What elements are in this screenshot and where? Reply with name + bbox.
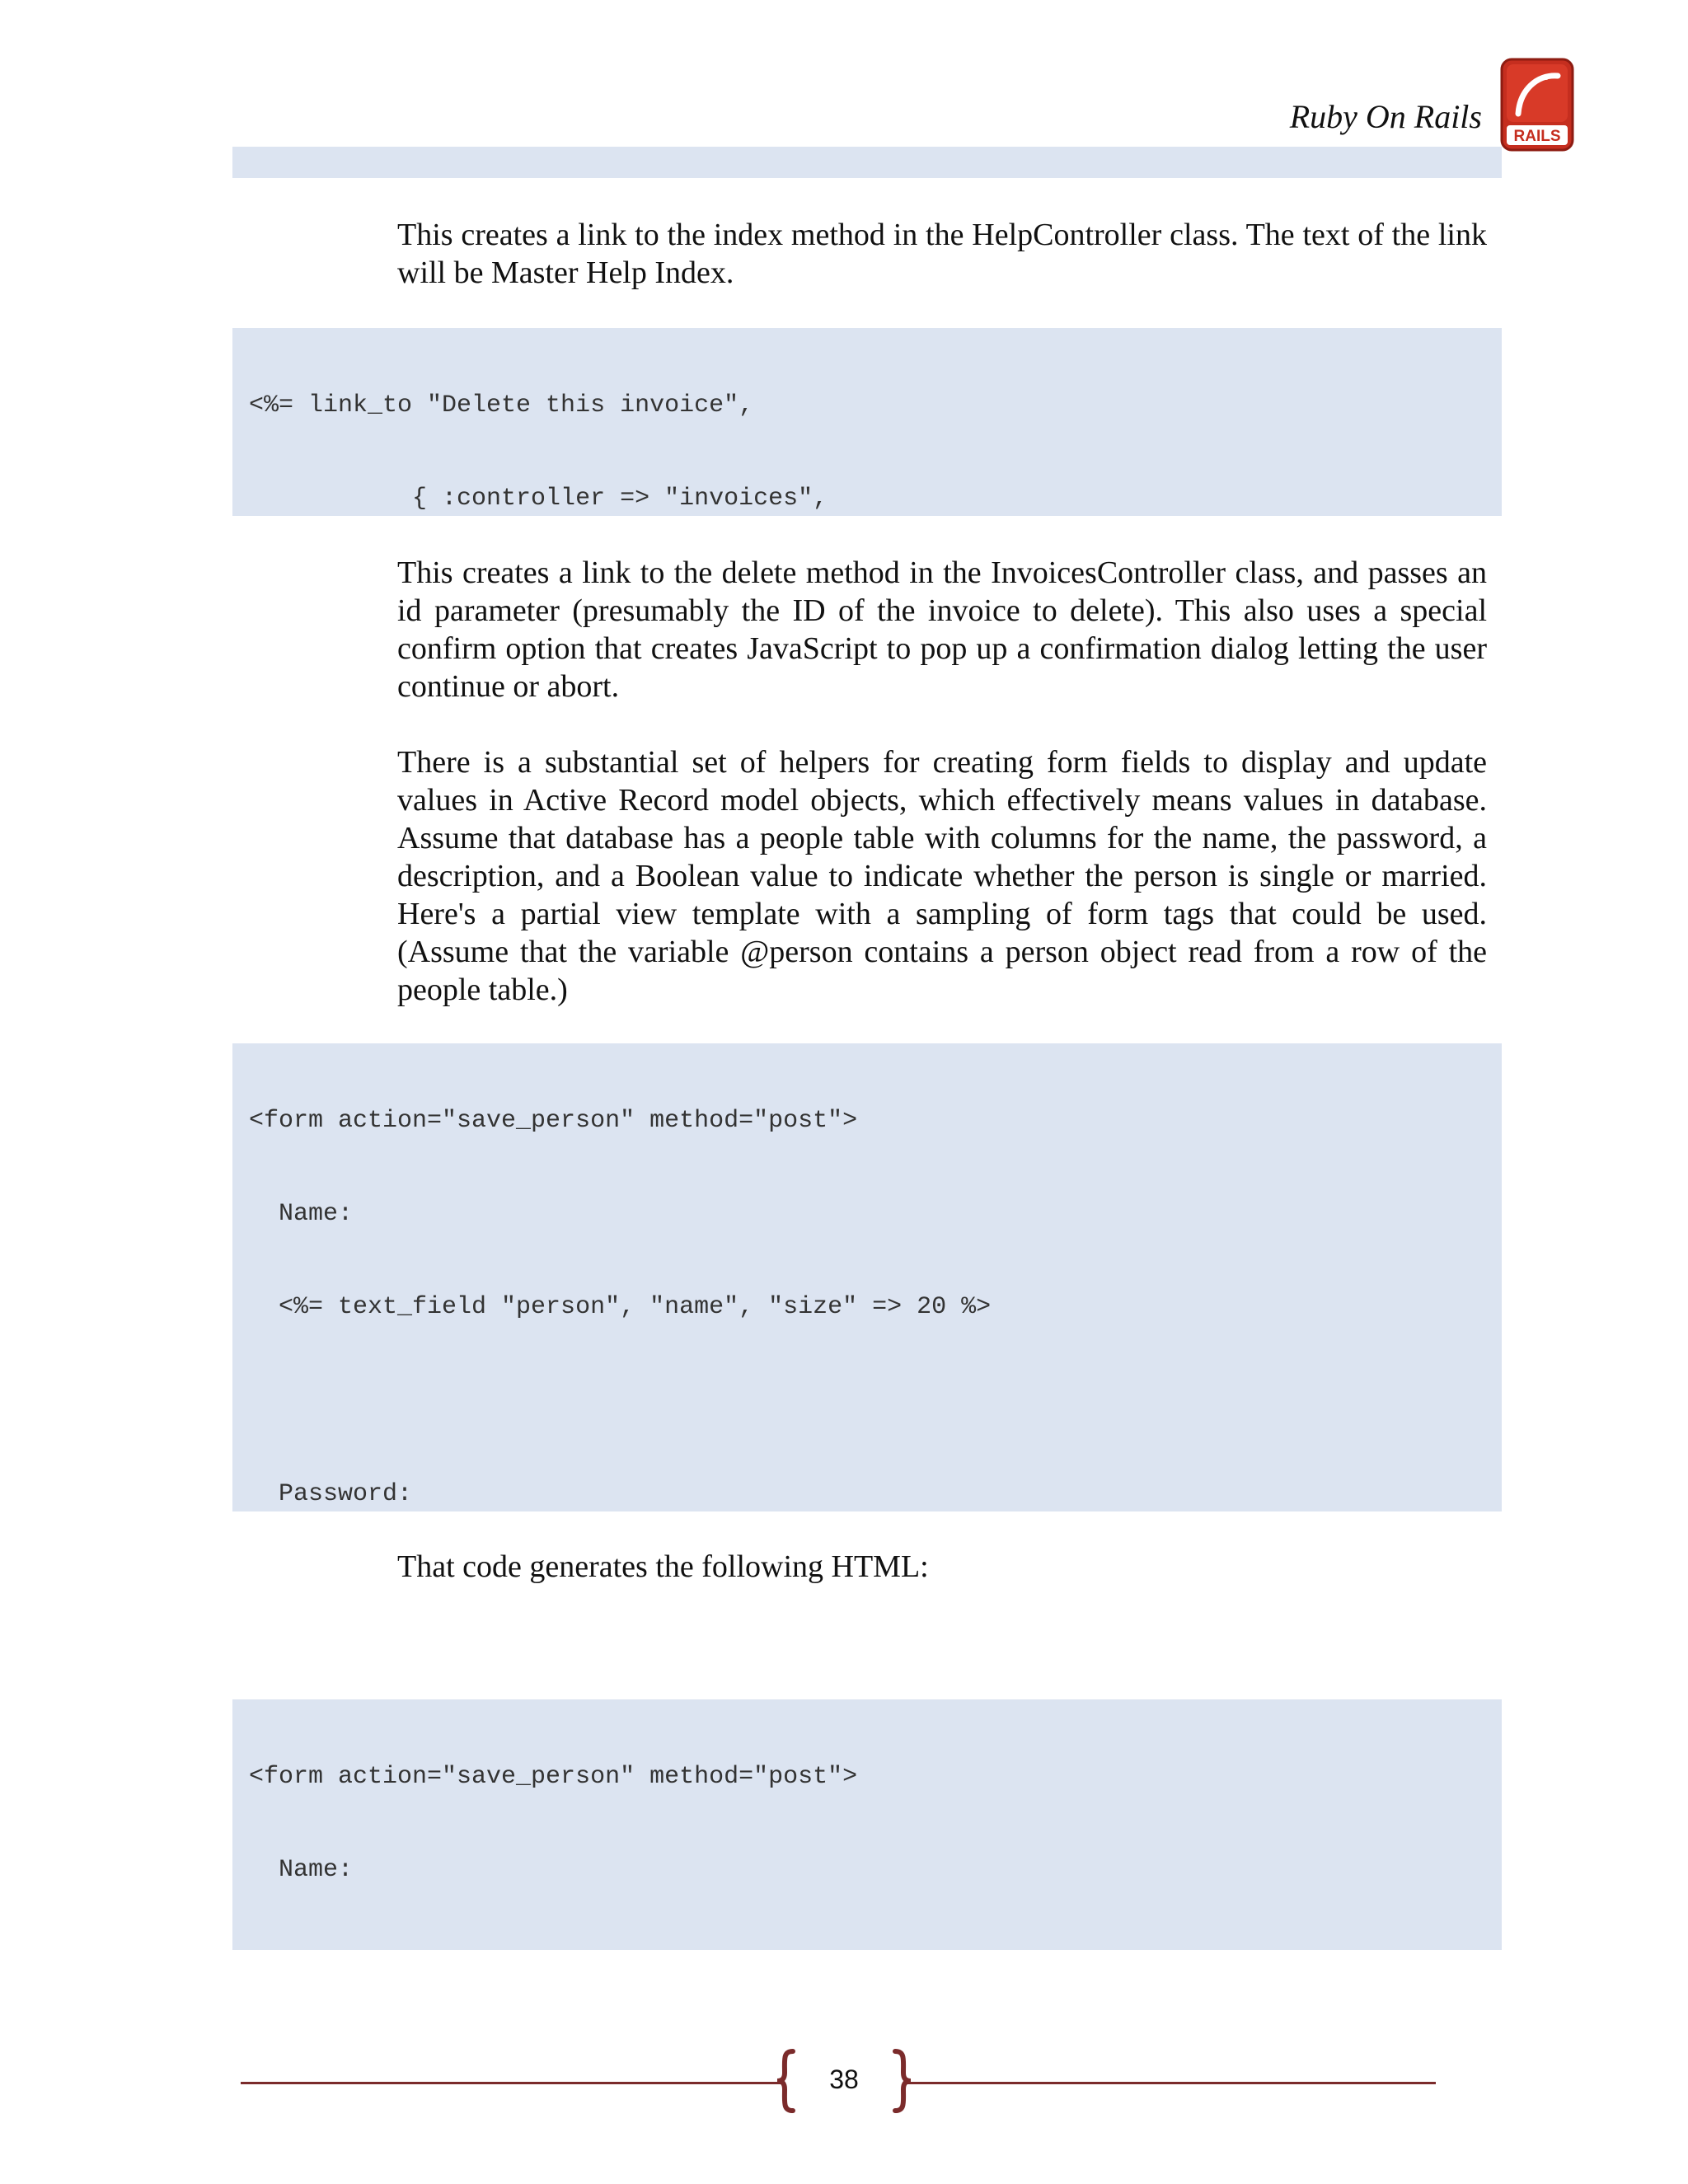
code-block	[232, 147, 1502, 178]
footer-rule-right	[903, 2082, 1436, 2084]
code-line	[249, 1386, 1502, 1418]
code-block	[232, 1699, 1502, 1950]
body-paragraph: This creates a link to the index method in the HelpController class. The text of the link will be Master Help Index.	[397, 218, 1487, 290]
code-block	[232, 328, 1502, 516]
code-line: Name:	[249, 1855, 354, 1884]
logo-label: RAILS	[1513, 128, 1561, 145]
code-line	[249, 1948, 1502, 1950]
body-paragraph: That code generates the following HTML:	[397, 1549, 929, 1584]
code-line: Name:	[249, 1199, 354, 1228]
code-line: <%= text_field "person", "name", "size" => 20 %>	[249, 1293, 992, 1322]
code-line: <form action="save_person" method="post">	[249, 1106, 858, 1135]
body-paragraph: This creates a link to the delete method in the InvoicesController class, and passes an id parameter (presumably the ID of the invoice to delete). This also uses a special confirm option that creates JavaScript to pop up a confirmation dialog letting the user continue or abort.	[397, 555, 1487, 704]
right-brace-icon	[892, 2048, 913, 2114]
code-line: Password:	[249, 1480, 413, 1509]
running-header-title: Ruby On Rails	[1289, 98, 1482, 135]
page-number: 38	[829, 2064, 859, 2094]
code-line: <%= link_to "Delete this invoice",	[249, 391, 754, 419]
code-block	[232, 1043, 1502, 1511]
body-paragraph: There is a substantial set of helpers for creating form fields to display and update values in Active Record model objects, which effectively means values in database. Assume that database has a people table with columns for the name, the password, a description, and a Boolean value to indicate whether the person is single or married. Here's a partial view template with a sampling of form tags that could be used. (Assume that the variable @person contains a person object read from a row of the people table.)	[397, 745, 1487, 1007]
rails-logo-icon	[1500, 58, 1574, 152]
code-line: <form action="save_person" method="post">	[249, 1762, 858, 1791]
code-line: { :controller => "invoices",	[249, 484, 828, 513]
footer-rule-left	[241, 2082, 785, 2084]
